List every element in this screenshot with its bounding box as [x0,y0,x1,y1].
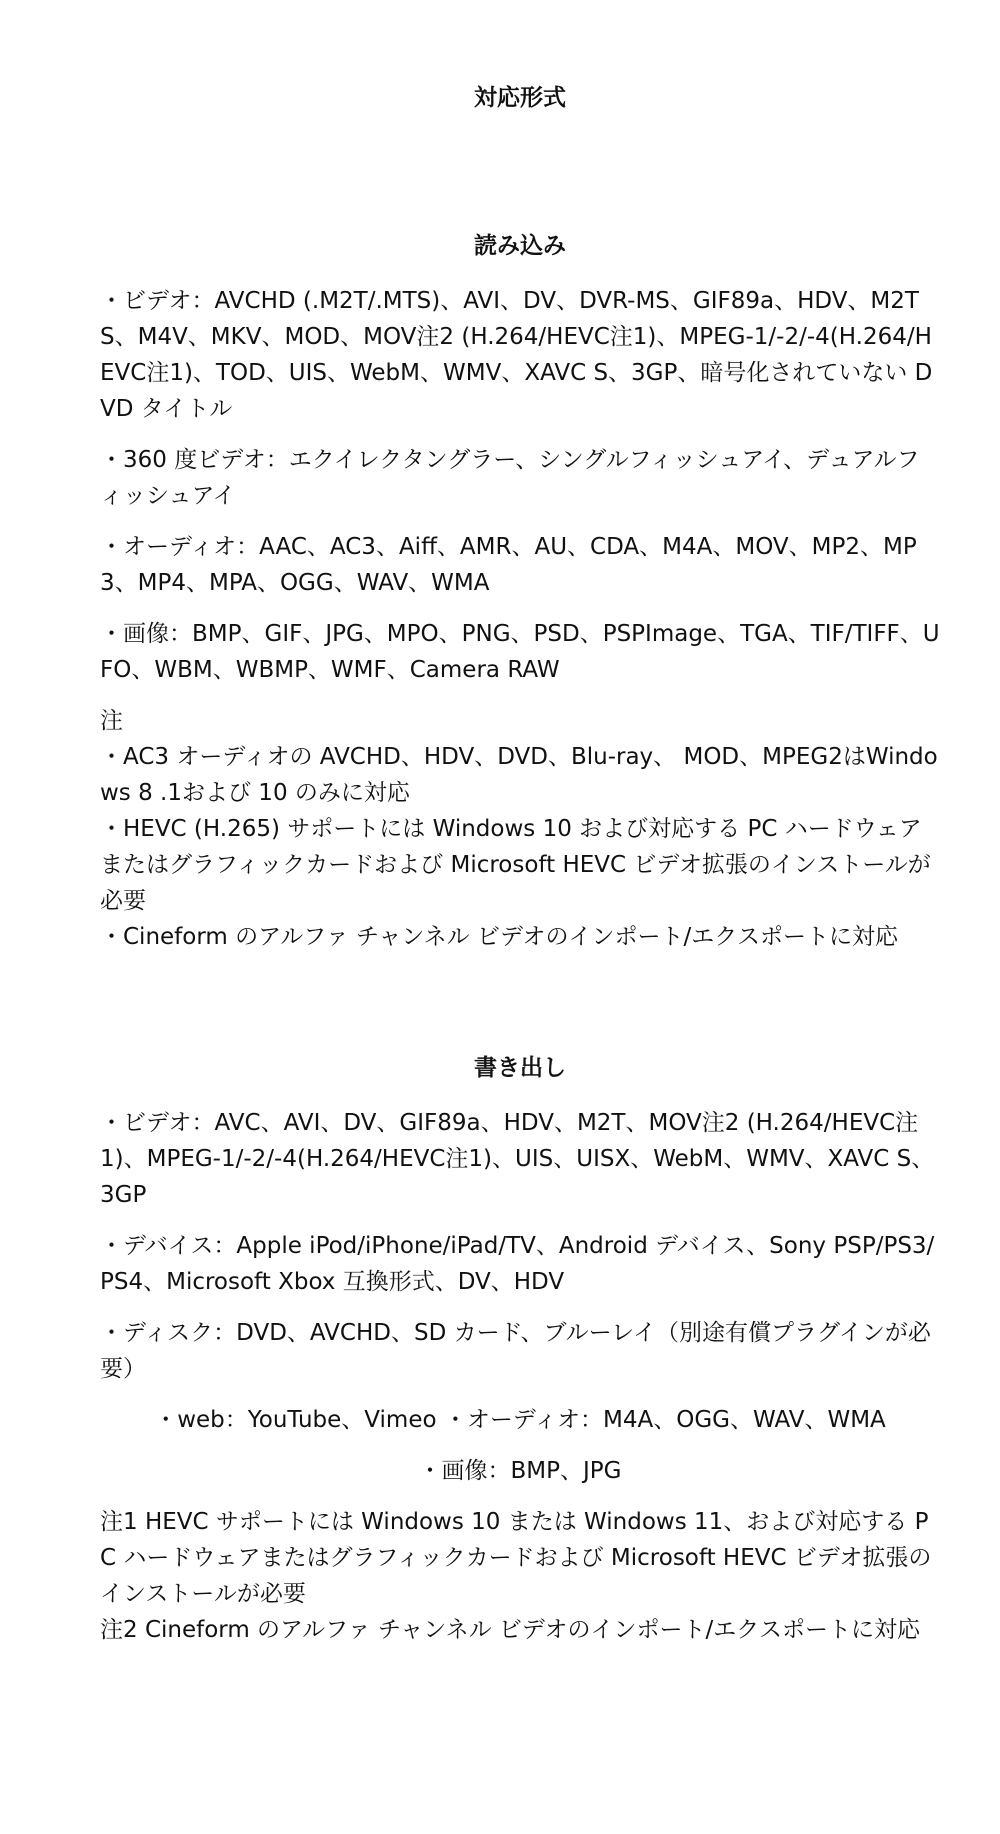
export-image-formats: ・画像：BMP、JPG [418,1458,622,1484]
export-web-audio-formats: ・web：YouTube、Vimeo ・オーディオ：M4A、OGG、WAV、WMA [154,1407,886,1433]
import-360-video-formats: ・360 度ビデオ：エクイレクタングラー、シングルフィッシュアイ、デュアルフィッシュアイ [100,447,920,509]
import-heading: 読み込み [474,233,566,259]
page-title: 対応形式 [474,85,566,111]
export-note-2: 注2 Cineform のアルファ チャンネル ビデオのインポート/エクスポートに対応 [100,1617,920,1643]
import-notes-label: 注 [100,708,123,734]
import-note-ac3: ・AC3 オーディオの AVCHD、HDV、DVD、Blu-ray、 MOD、MPEG2はWindows 8 .1および 10 のみに対応 [100,744,938,806]
import-image-formats: ・画像：BMP、GIF、JPG、MPO、PNG、PSD、PSPImage、TGA、TIF/TIFF、UFO、WBM、WBMP、WMF、Camera RAW [100,621,940,683]
export-video-formats: ・ビデオ：AVC、AVI、DV、GIF89a、HDV、M2T、MOV注2 (H.264/HEVC注1)、MPEG-1/-2/-4(H.264/HEVC注1)、UIS、UISX、WebM、WMV、XAVC S、3GP [100,1110,935,1208]
export-heading: 書き出し [474,1055,566,1081]
export-disc-formats: ・ディスク：DVD、AVCHD、SD カード、ブルーレイ（別途有償プラグインが必要） [100,1320,931,1382]
import-note-hevc: ・HEVC (H.265) サポートには Windows 10 および対応する PC ハードウェアまたはグラフィックカードおよび Microsoft HEVC ビデオ拡張のインストールが必要 [100,816,931,914]
import-video-formats: ・ビデオ：AVCHD (.M2T/.MTS)、AVI、DV、DVR-MS、GIF89a、HDV、M2TS、M4V、MKV、MOD、MOV注2 (H.264/HEVC注1)、MPEG-1/-2/-4(H.264/HEVC注1)、TOD、UIS、WebM、WMV、XAVC S、3GP、暗号化されていない DVD タイトル [100,288,933,422]
export-section [100,1053,940,1648]
import-notes [100,703,940,955]
export-note-1: 注1 HEVC サポートには Windows 10 または Windows 11、および対応する PC ハードウェアまたはグラフィックカードおよび Microsoft HEVC ビデオ拡張のインストールが必要 [100,1509,932,1607]
import-note-cineform: ・Cineform のアルファ チャンネル ビデオのインポート/エクスポートに対応 [100,924,899,950]
import-section [100,231,940,955]
import-audio-formats: ・オーディオ：AAC、AC3、Aiff、AMR、AU、CDA、M4A、MOV、MP2、MP3、MP4、MPA、OGG、WAV、WMA [100,534,917,596]
export-device-formats: ・デバイス：Apple iPod/iPhone/iPad/TV、Android デバイス、Sony PSP/PS3/PS4、Microsoft Xbox 互換形式、DV、HDV [100,1233,935,1295]
export-notes [100,1504,940,1648]
